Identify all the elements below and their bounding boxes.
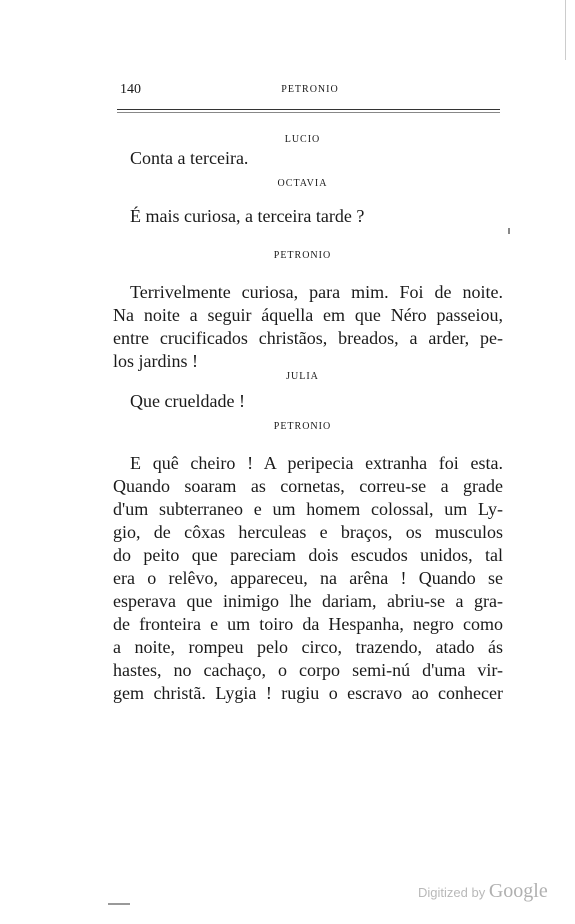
paragraph-line: hastes, no cachaço, o corpo semi-nú d'uma vir- xyxy=(113,660,503,680)
dialogue-line: Conta a terceira. xyxy=(130,148,249,168)
paragraph-line: d'um subterraneo e um homem colossal, um Ly- xyxy=(113,499,503,519)
header-rule-dashed xyxy=(117,112,500,113)
scan-edge xyxy=(565,0,566,60)
paragraph-line: do peito que pareciam dois escudos unidos, tal xyxy=(113,545,503,565)
paragraph-line: gem christã. Lygia ! rugiu o escravo ao conhecer xyxy=(113,683,503,703)
page-number: 140 xyxy=(120,82,141,97)
speaker-name: PETRONIO xyxy=(273,421,332,432)
paragraph-line: era o relêvo, appareceu, na arêna ! Quando se xyxy=(113,568,503,588)
paragraph-line: E quê cheiro ! A peripecia extranha foi esta. xyxy=(130,453,503,473)
scan-speck xyxy=(108,903,130,905)
paragraph-line: gio, de côxas herculeas e braços, os musculos xyxy=(113,522,503,542)
paragraph-line: Terrivelmente curiosa, para mim. Foi de noite. xyxy=(130,282,503,302)
paragraph-line: entre crucificados christãos, breados, a arder, pe- xyxy=(113,328,503,348)
speaker-name: LUCIO xyxy=(284,134,321,145)
digitized-watermark xyxy=(418,880,548,903)
dialogue-line: Que crueldade ! xyxy=(130,391,245,411)
speaker-name: JULIA xyxy=(286,371,319,382)
dialogue-line: É mais curiosa, a terceira tarde ? xyxy=(130,206,365,226)
page-header xyxy=(120,82,500,106)
header-rule xyxy=(117,109,500,110)
paragraph-line: de fronteira e um toiro da Hespanha, negro como xyxy=(113,614,503,634)
running-head: PETRONIO xyxy=(281,84,339,95)
scan-speck xyxy=(508,228,510,234)
google-logo: Google xyxy=(488,880,548,902)
speaker-name: OCTAVIA xyxy=(277,178,328,189)
watermark-prefix: Digitized by xyxy=(418,885,486,900)
paragraph-line: a noite, rompeu pelo circo, trazendo, atado ás xyxy=(113,637,503,657)
speaker-name: PETRONIO xyxy=(273,250,332,261)
paragraph-line: los jardins ! xyxy=(113,351,198,371)
paragraph-line: Quando soaram as cornetas, correu-se a grade xyxy=(113,476,503,496)
paragraph-line: esperava que inimigo lhe dariam, abriu-se a gra- xyxy=(113,591,503,611)
paragraph-line: Na noite a seguir áquella em que Néro passeiou, xyxy=(113,305,503,325)
